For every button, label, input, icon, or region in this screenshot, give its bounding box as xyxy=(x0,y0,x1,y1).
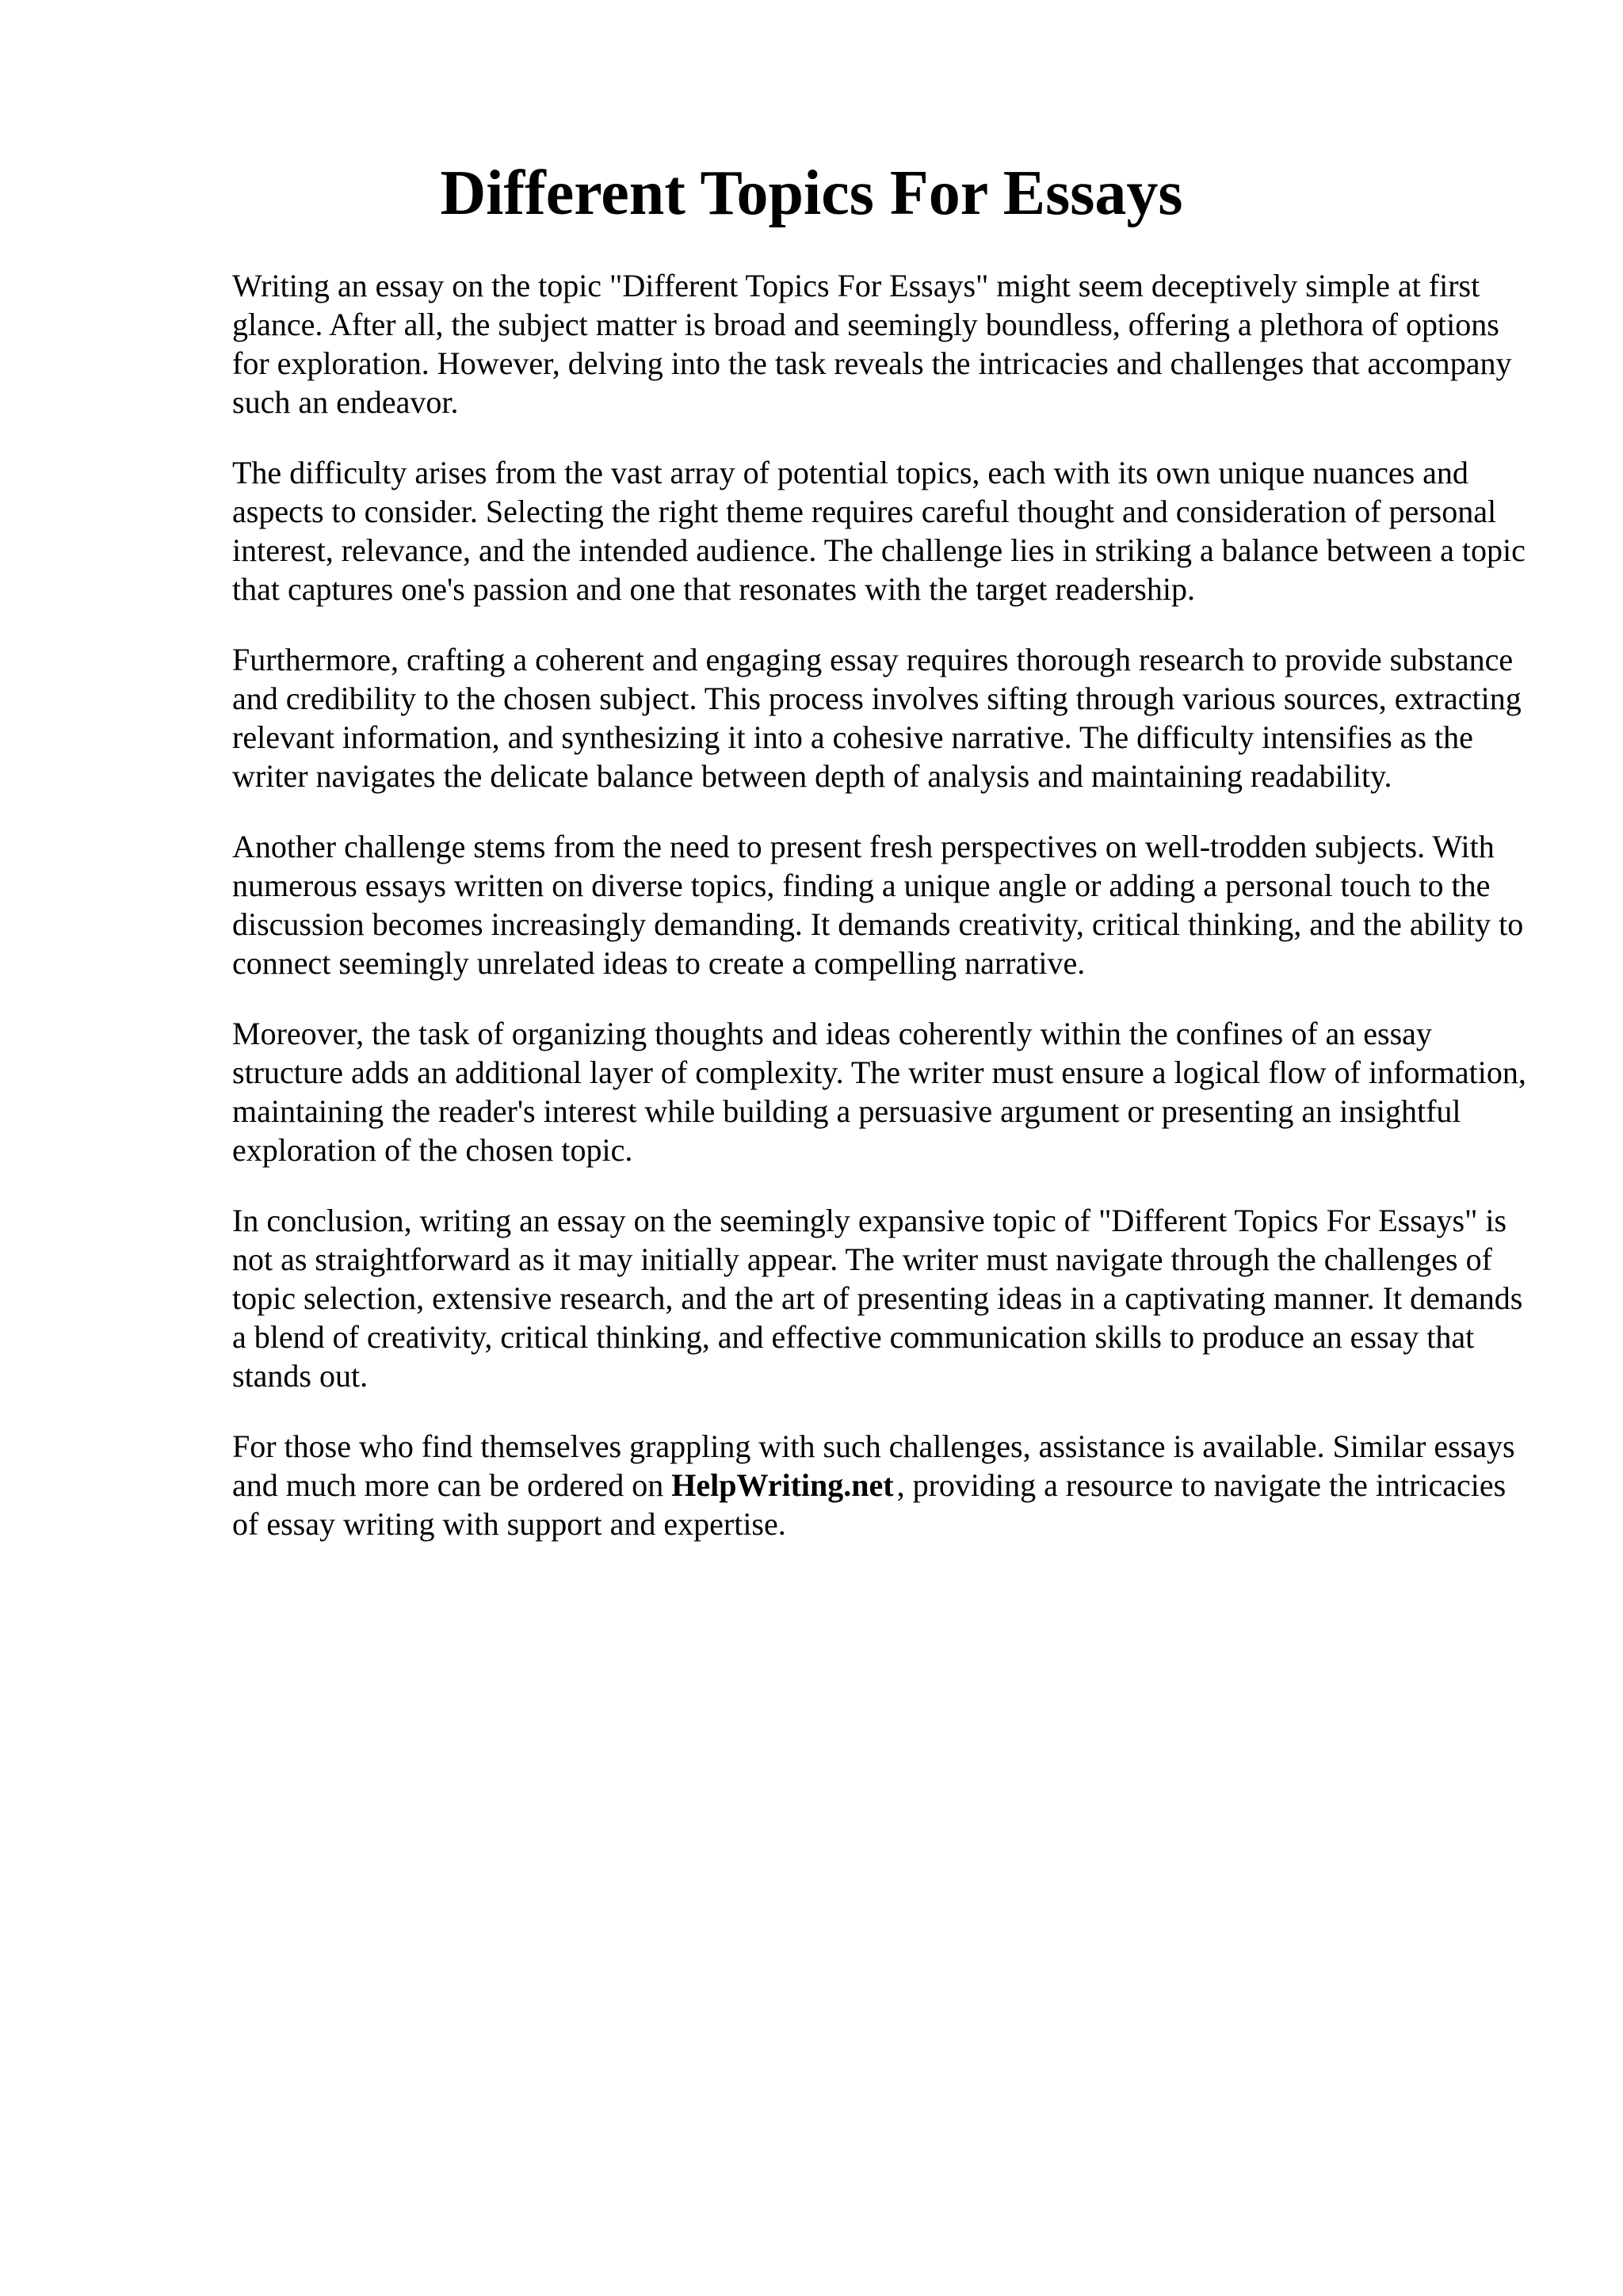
paragraph-5: Moreover, the task of organizing thoughts and ideas coherently within the confines of an essay structure adds an additional layer of complexity. The writer must ensure a logical flow of information, maintaining the reader's interest while building a persuasive argument or presenting an insightful exploration of the chosen topic. xyxy=(232,1016,1526,1168)
paragraph-2: The difficulty arises from the vast array of potential topics, each with its own unique nuances and aspects to consider. Selecting the right theme requires careful thought and consideration of personal interest, relevance, and the intended audience. The challenge lies in striking a balance between a topic that captures one's passion and one that resonates with the target readership. xyxy=(232,455,1526,607)
closing-text-before: For those who find themselves grappling with such challenges, assistance is available. Similar essays and much more can be ordered on xyxy=(232,1428,1515,1503)
closing-paragraph xyxy=(232,1427,1532,1543)
page-title: Different Topics For Essays xyxy=(440,158,1183,228)
helpwriting-link[interactable]: HelpWriting.net xyxy=(671,1467,894,1503)
paragraph-6: In conclusion, writing an essay on the seemingly expansive topic of "Different Topics For Essays" is not as straightforward as it may initially appear. The writer must navigate through the challenges of topic selection, extensive research, and the art of presenting ideas in a captivating manner. It demands a blend of creativity, critical thinking, and effective communication skills to produce an essay that stands out. xyxy=(232,1203,1523,1394)
paragraph-4: Another challenge stems from the need to present fresh perspectives on well-trodden subjects. With numerous essays written on diverse topics, finding a unique angle or adding a personal touch to the discussion becomes increasingly demanding. It demands creativity, critical thinking, and the ability to connect seemingly unrelated ideas to create a compelling narrative. xyxy=(232,829,1524,981)
essay-body xyxy=(232,266,1532,1575)
paragraph-1: Writing an essay on the topic "Different Topics For Essays" might seem deceptively simple at first glance. After all, the subject matter is broad and seemingly boundless, offering a plethora of options for exploration. However, delving into the task reveals the intricacies and challenges that accompany such an endeavor. xyxy=(232,268,1512,420)
closing-text-after: , providing a resource to navigate the intricacies of essay writing with support and expertise. xyxy=(232,1467,1507,1542)
paragraph-3: Furthermore, crafting a coherent and engaging essay requires thorough research to provide substance and credibility to the chosen subject. This process involves sifting through various sources, extracting relevant information, and synthesizing it into a cohesive narrative. The difficulty intensifies as the writer navigates the delicate balance between depth of analysis and maintaining readability. xyxy=(232,642,1522,794)
